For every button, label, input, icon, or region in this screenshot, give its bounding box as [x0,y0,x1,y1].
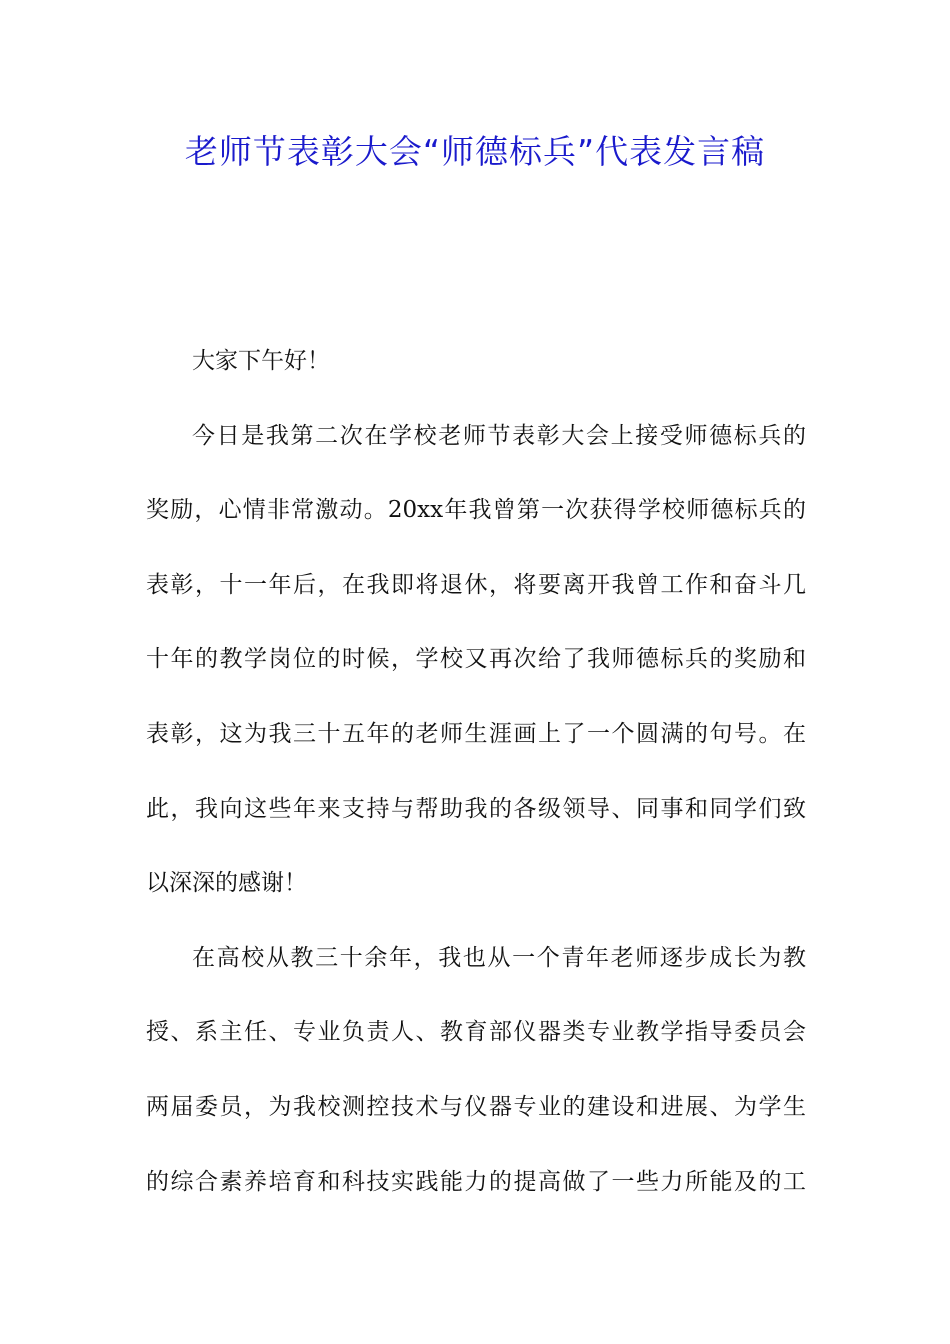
paragraph-award [146,413,806,908]
text-line: 的综合素养培育和科技实践能力的提高做了一些力所能及的工 [146,1168,806,1195]
text-line: 大家下午好！ [192,348,330,374]
document-body [146,338,806,1233]
text-line: 表彰，这为我三十五年的老师生涯画上了一个圆满的句号。在 [146,720,806,747]
text-line: 十年的教学岗位的时候，学校又再次给了我师德标兵的奖励和 [146,646,806,673]
text-line: 今日是我第二次在学校老师节表彰大会上接受师德标兵的 [192,422,806,449]
text-line: 在高校从教三十余年，我也从一个青年老师逐步成长为教 [192,944,806,971]
document-title: 老师节表彰大会“师德标兵”代表发言稿 [184,132,766,171]
text-line: 表彰，十一年后，在我即将退休，将要离开我曾工作和奋斗几 [146,571,806,598]
text-line: 奖励，心情非常激动。20xx年我曾第一次获得学校师德标兵的 [146,497,806,524]
text-line: 以深深的感谢！ [146,870,307,897]
text-line: 此，我向这些年来支持与帮助我的各级领导、同事和同学们致 [146,795,806,822]
text-line: 两届委员，为我校测控技术与仪器专业的建设和进展、为学生 [146,1093,806,1120]
text-line: 授、系主任、专业负责人、教育部仪器类专业教学指导委员会 [146,1019,806,1046]
paragraph-greeting [146,338,806,385]
paragraph-career [146,935,806,1206]
